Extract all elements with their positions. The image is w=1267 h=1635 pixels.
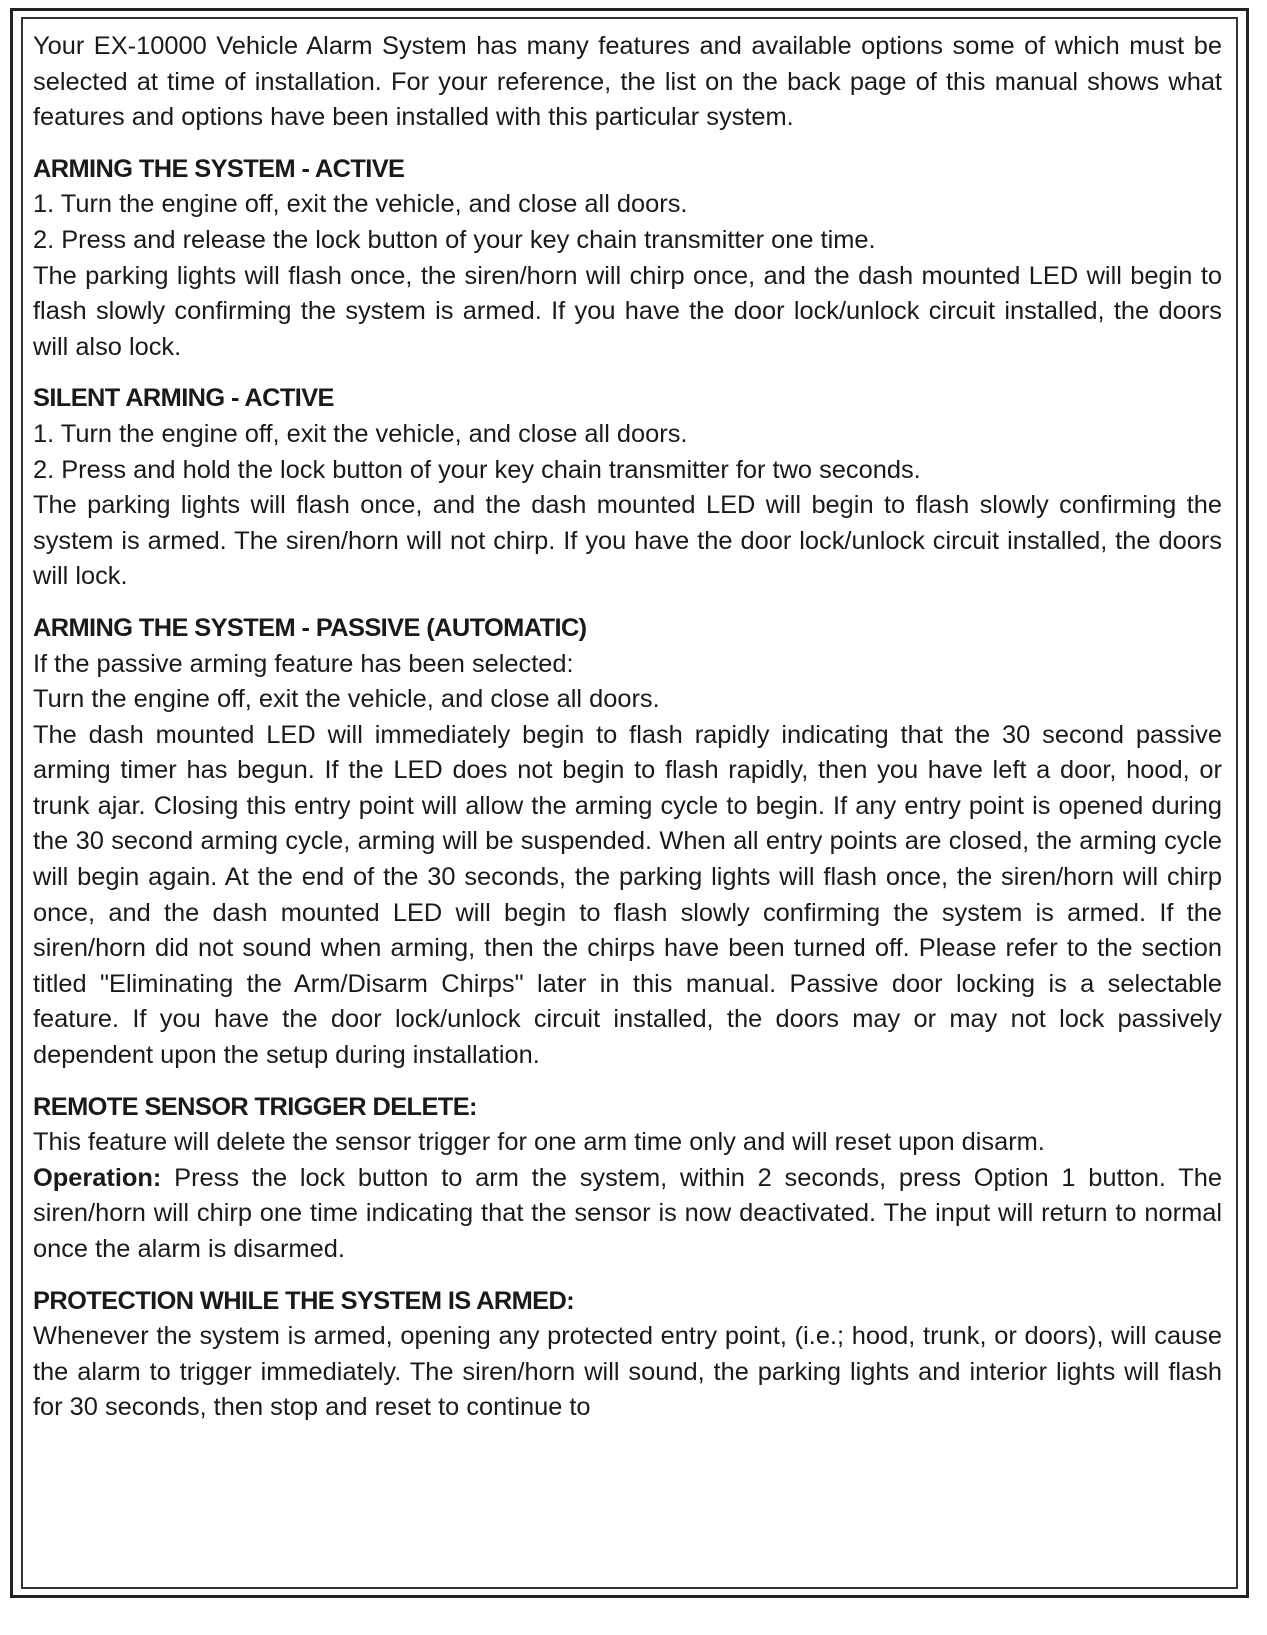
operation-text: Press the lock button to arm the system, within 2 seconds, press Option 1 button. The siren/horn will chirp one time indicating that the sensor is now deactivated. The input will return to normal once the alarm is disarmed.	[33, 1163, 1222, 1263]
section-body: Whenever the system is armed, opening any protected entry point, (i.e.; hood, trunk, or doors), will cause the alarm to trigger immediately. The siren/horn will sound, the parking lights and interior lights will flash for 30 seconds, then stop and reset to continue to	[33, 1322, 1222, 1422]
section-body: The parking lights will flash once, and the dash mounted LED will begin to flash slowly confirming the system is armed. The siren/horn will not chirp. If you have the door lock/unlock circuit installed, the doors will lock.	[33, 491, 1222, 591]
step-2: 2. Press and hold the lock button of your key chain transmitter for two seconds.	[33, 455, 921, 484]
section-remote-sensor	[33, 1090, 1222, 1268]
passive-condition: If the passive arming feature has been selected:	[33, 649, 574, 678]
operation-paragraph	[33, 1161, 1222, 1268]
section-heading: SILENT ARMING - ACTIVE	[33, 384, 334, 413]
section-arming-passive	[33, 611, 1222, 1074]
section-heading: ARMING THE SYSTEM - ACTIVE	[33, 154, 405, 183]
intro-paragraph: Your EX-10000 Vehicle Alarm System has many features and available options some of which must be selected at time of installation. For your reference, the list on the back page of this manual shows what features and options have been installed with this particular system.	[33, 32, 1222, 132]
passive-instruction: Turn the engine off, exit the vehicle, and close all doors.	[33, 685, 660, 714]
step-1: 1. Turn the engine off, exit the vehicle, and close all doors.	[33, 419, 688, 448]
section-body: The parking lights will flash once, the siren/horn will chirp once, and the dash mounted LED will begin to flash slowly confirming the system is armed. If you have the door lock/unlock circuit installed, the doors will also lock.	[33, 261, 1222, 361]
document-content	[33, 29, 1222, 1426]
section-arming-active	[33, 152, 1222, 366]
section-heading: ARMING THE SYSTEM - PASSIVE (AUTOMATIC)	[33, 613, 587, 642]
document-page	[21, 17, 1238, 1589]
section-heading: REMOTE SENSOR TRIGGER DELETE:	[33, 1092, 477, 1121]
section-protection	[33, 1284, 1222, 1426]
section-body: This feature will delete the sensor trigger for one arm time only and will reset upon disarm.	[33, 1128, 1045, 1157]
section-body: The dash mounted LED will immediately begin to flash rapidly indicating that the 30 second passive arming timer has begun. If the LED does not begin to flash rapidly, then you have left a door, hood, or trunk ajar. Closing this entry point will allow the arming cycle to begin. If any entry point is opened during the 30 second arming cycle, arming will be suspended. When all entry points are closed, the arming cycle will begin again. At the end of the 30 seconds, the parking lights will flash once, the siren/horn will chirp once, and the dash mounted LED will begin to flash slowly confirming the system is armed. If the siren/horn did not sound when arming, then the chirps have been turned off. Please refer to the section titled "Eliminating the Arm/Disarm Chirps" later in this manual. Passive door locking is a selectable feature. If you have the door lock/unlock circuit installed, the doors may or may not lock passively dependent upon the setup during installation.	[33, 720, 1222, 1070]
section-silent-arming	[33, 381, 1222, 595]
step-1: 1. Turn the engine off, exit the vehicle, and close all doors.	[33, 190, 688, 219]
step-2: 2. Press and release the lock button of your key chain transmitter one time.	[33, 225, 876, 254]
section-heading: PROTECTION WHILE THE SYSTEM IS ARMED:	[33, 1286, 575, 1315]
operation-label: Operation:	[33, 1163, 162, 1192]
